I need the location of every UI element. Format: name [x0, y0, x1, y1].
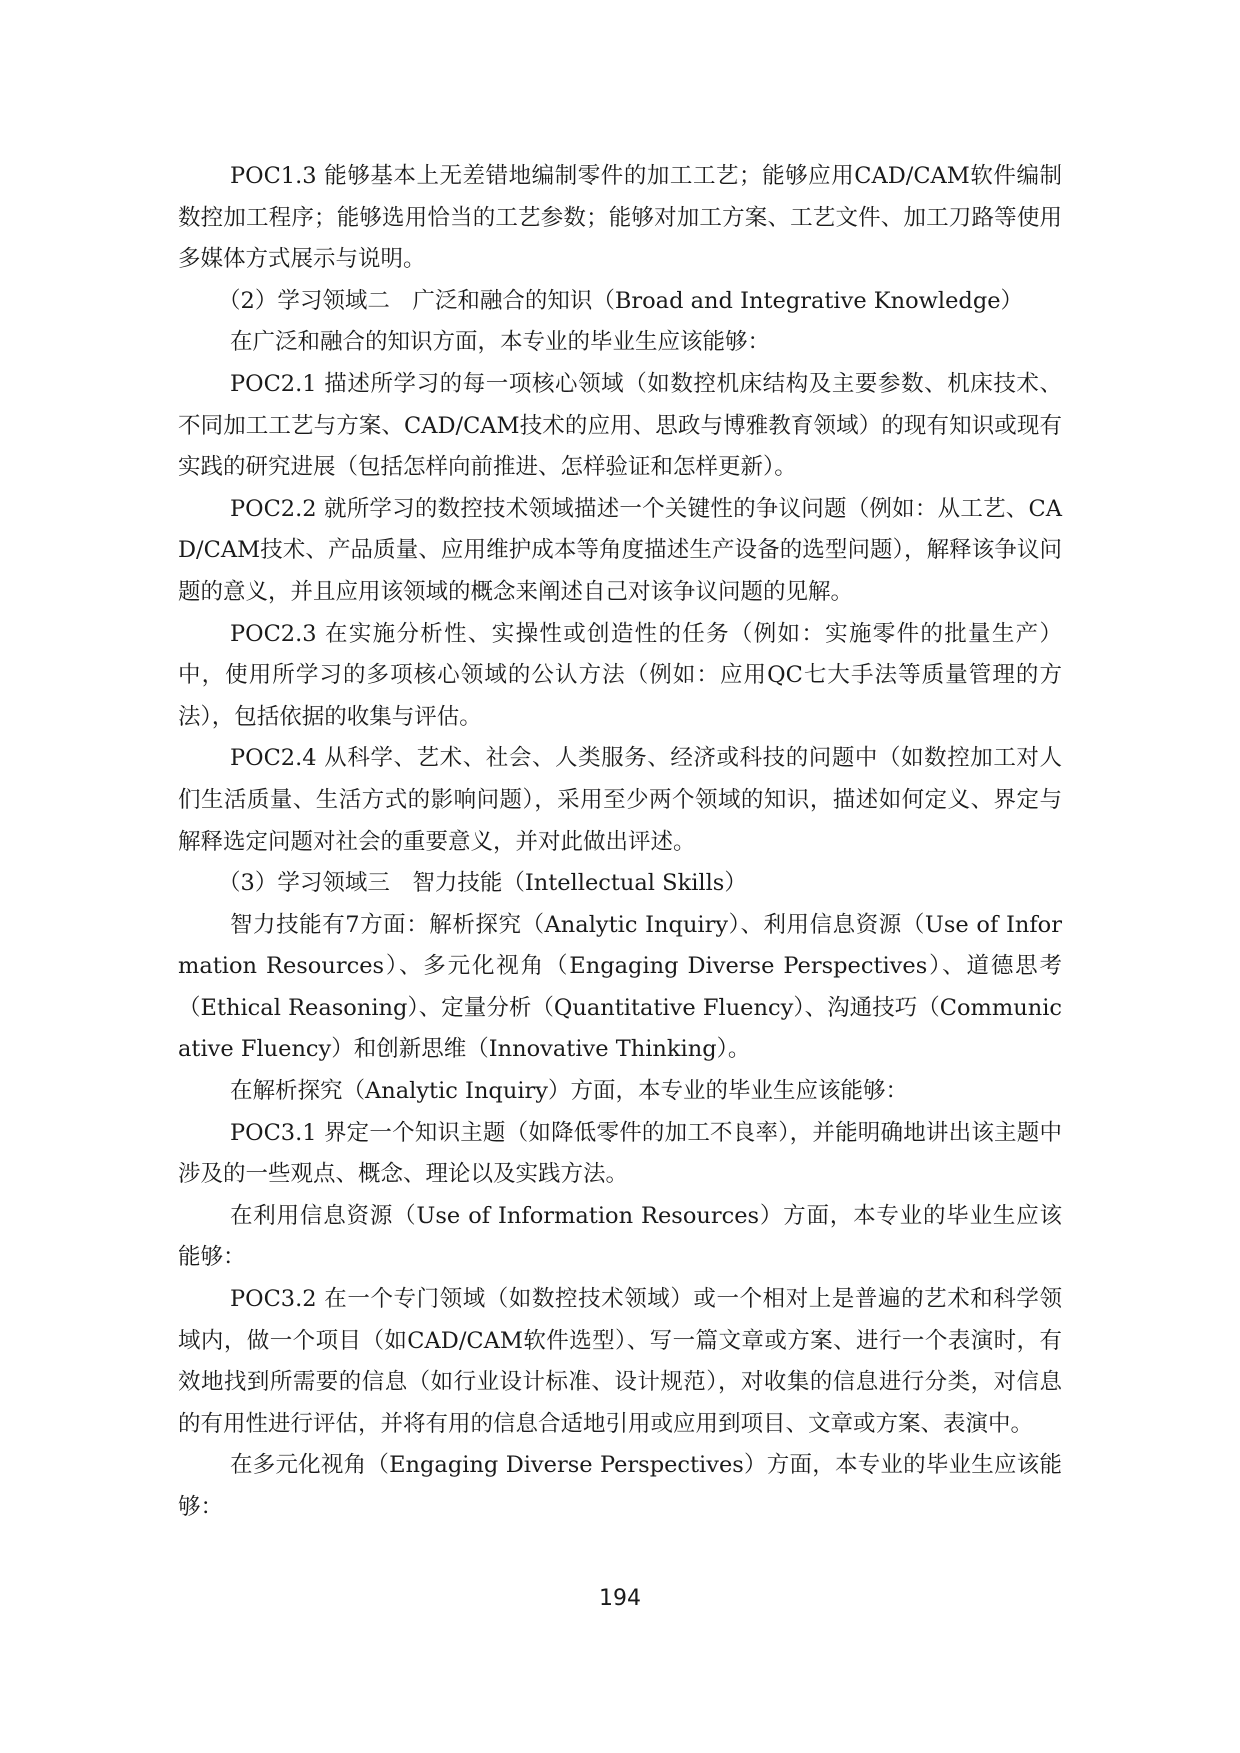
- paragraph-intellectual-skills-intro: 智力技能有7方面：解析探究（Analytic Inquiry）、利用信息资源（Use of Information Resources）、多元化视角（Engaging Diverse Perspectives）、道德思考（Ethical Reasoning）、定量分析（Quantitative Fluency）、沟通技巧（Communicative Fluency）和创新思维（Innovative Thinking）。: [178, 911, 1062, 1063]
- paragraph-poc2-3: POC2.3 在实施分析性、实操性或创造性的任务（例如：实施零件的批量生产）中，使用所学习的多项核心领域的公认方法（例如：应用QC七大手法等质量管理的方法），包括依据的收集与评估。: [178, 620, 1062, 730]
- paragraph-poc2-2: POC2.2 就所学习的数控技术领域描述一个关键性的争议问题（例如：从工艺、CAD/CAM技术、产品质量、应用维护成本等角度描述生产设备的选型问题），解释该争议问题的意义，并且应用该领域的概念来阐述自己对该争议问题的见解。: [178, 495, 1062, 605]
- paragraph-diverse-perspectives-intro: 在多元化视角（Engaging Diverse Perspectives）方面，本专业的毕业生应该能够：: [178, 1452, 1062, 1520]
- paragraph-analytic-inquiry-intro: 在解析探究（Analytic Inquiry）方面，本专业的毕业生应该能够：: [230, 1078, 908, 1105]
- paragraph-domain-2-intro: 在广泛和融合的知识方面，本专业的毕业生应该能够：: [230, 329, 771, 356]
- paragraph-poc3-2: POC3.2 在一个专门领域（如数控技术领域）或一个相对上是普遍的艺术和科学领域内，做一个项目（如CAD/CAM软件选型）、写一篇文章或方案、进行一个表演时，有效地找到所需要的信息（如行业设计标准、设计规范），对收集的信息进行分类，对信息的有用性进行评估，并将有用的信息合适地引用或应用到项目、文章或方案、表演中。: [178, 1286, 1062, 1437]
- section-heading-domain-3: （3）学习领域三 智力技能（Intellectual Skills）: [218, 870, 747, 897]
- page-body: [178, 156, 1062, 1529]
- section-heading-domain-2: （2）学习领域二 广泛和融合的知识（Broad and Integrative Knowledge）: [218, 287, 1024, 314]
- paragraph-poc2-4: POC2.4 从科学、艺术、社会、人类服务、经济或科技的问题中（如数控加工对人们生活质量、生活方式的影响问题），采用至少两个领域的知识，描述如何定义、界定与解释选定问题对社会的重要意义，并对此做出评述。: [178, 745, 1062, 855]
- paragraph-poc1-3: POC1.3 能够基本上无差错地编制零件的加工工艺；能够应用CAD/CAM软件编制数控加工程序；能够选用恰当的工艺参数；能够对加工方案、工艺文件、加工刀路等使用多媒体方式展示与说明。: [178, 163, 1062, 273]
- paragraph-poc2-1: POC2.1 描述所学习的每一项核心领域（如数控机床结构及主要参数、机床技术、不同加工工艺与方案、CAD/CAM技术的应用、思政与博雅教育领域）的现有知识或现有实践的研究进展（包括怎样向前推进、怎样验证和怎样更新）。: [178, 370, 1062, 481]
- page-number: 194: [599, 1586, 641, 1611]
- paragraph-information-resources-intro: 在利用信息资源（Use of Information Resources）方面，本专业的毕业生应该能够：: [178, 1202, 1062, 1271]
- paragraph-poc3-1: POC3.1 界定一个知识主题（如降低零件的加工不良率），并能明确地讲出该主题中涉及的一些观点、概念、理论以及实践方法。: [178, 1119, 1062, 1188]
